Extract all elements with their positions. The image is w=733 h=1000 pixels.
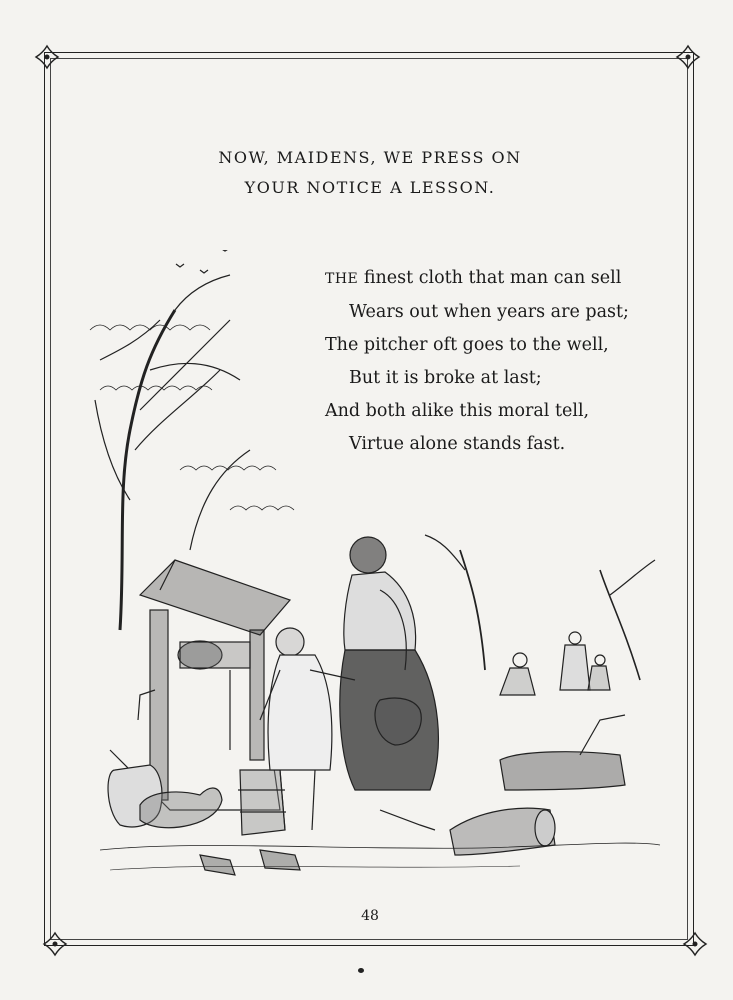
- poem-stanza: [325, 262, 685, 461]
- corner-ornament-top-left: [32, 42, 62, 72]
- page-number: 48: [361, 908, 379, 924]
- corner-ornament-top-right: [673, 42, 703, 72]
- poem-line-2: Wears out when years are past;: [349, 302, 629, 322]
- heading-line-2: YOUR NOTICE A LESSON.: [244, 178, 496, 197]
- poem-line-5: And both alike this moral tell,: [325, 401, 590, 421]
- poem-initial-word: THE: [325, 271, 359, 287]
- heading-line-1: NOW, MAIDENS, WE PRESS ON: [218, 148, 522, 167]
- corner-ornament-bottom-left: [40, 929, 70, 959]
- poem-line-3: The pitcher oft goes to the well,: [325, 335, 609, 355]
- page-heading: [160, 143, 580, 203]
- poem-line-1: [325, 262, 685, 296]
- ink-speck: [358, 968, 364, 973]
- poem-line-1-text: finest cloth that man can sell: [358, 268, 622, 288]
- corner-ornament-bottom-right: [680, 929, 710, 959]
- poem-line-4: But it is broke at last;: [349, 368, 542, 388]
- poem-line-6: Virtue alone stands fast.: [349, 434, 566, 454]
